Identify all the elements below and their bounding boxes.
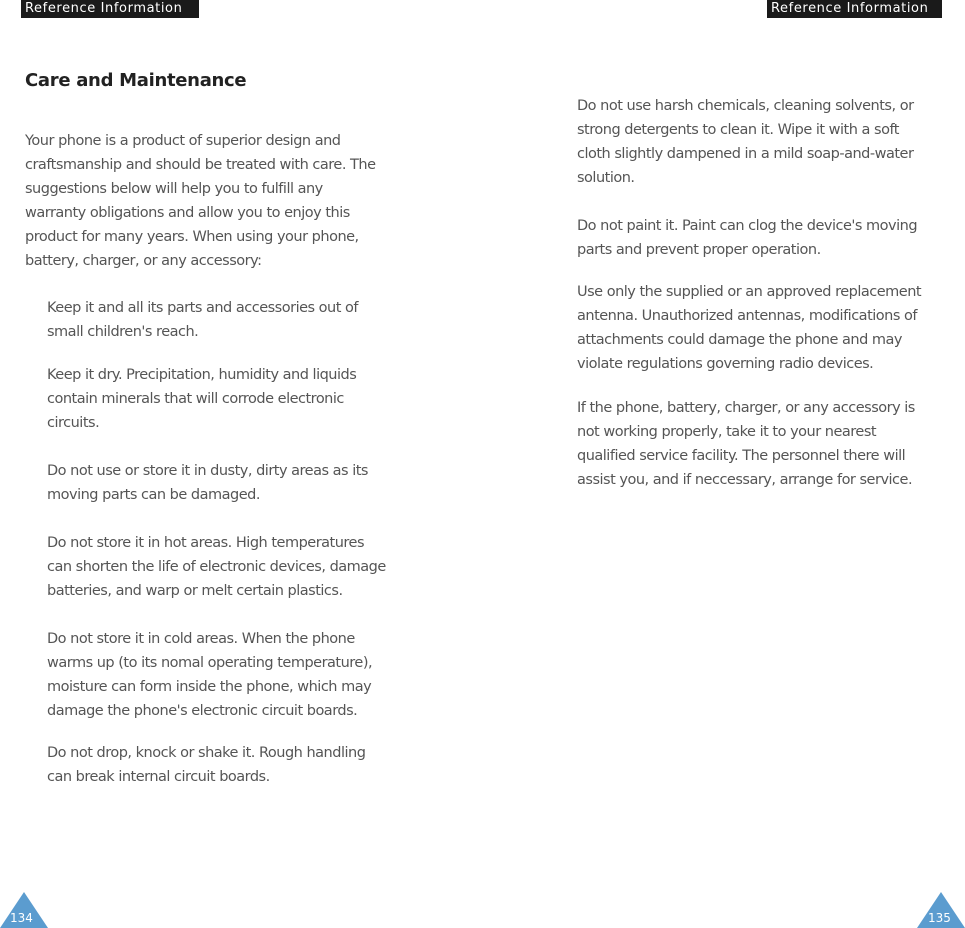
page-number-left [0, 892, 48, 928]
intro-paragraph: Your phone is a product of superior design and craftsmanship and should be treated with care. The suggestions below will help you to fulfill any warranty obligations and allow you to enjoy this product for many years. When using your phone, battery, charger, or any accessory: [25, 133, 376, 269]
care-item-cold: Do not store it in cold areas. When the phone warms up (to its nomal operating temperature), moisture can form inside the phone, which may damage the phone's electronic circuit boards. [47, 631, 373, 719]
section-tab-left: Reference Information [21, 0, 199, 18]
section-tab-right: Reference Information [767, 0, 942, 18]
care-item-drop: Do not drop, knock or shake it. Rough handling can break internal circuit boards. [47, 745, 366, 785]
care-item-heat: Do not store it in hot areas. High temperatures can shorten the life of electronic devices, damage batteries, and warp or melt certain plastics. [47, 535, 386, 599]
page-title: Care and Maintenance [25, 70, 247, 91]
care-item-dry: Keep it dry. Precipitation, humidity and liquids contain minerals that will corrode electronic circuits. [47, 367, 357, 431]
care-item-service: If the phone, battery, charger, or any accessory is not working properly, take it to your nearest qualified service facility. The personnel there will assist you, and if neccessary, arrange for service. [577, 400, 915, 488]
care-item-chemicals: Do not use harsh chemicals, cleaning solvents, or strong detergents to clean it. Wipe it with a soft cloth slightly dampened in a mild soap-and-water solution. [577, 98, 914, 186]
page-number-right-label: 135 [928, 911, 951, 925]
care-item-children: Keep it and all its parts and accessories out of small children's reach. [47, 300, 359, 340]
care-item-paint: Do not paint it. Paint can clog the device's moving parts and prevent proper operation. [577, 218, 918, 258]
care-item-dust: Do not use or store it in dusty, dirty areas as its moving parts can be damaged. [47, 463, 368, 503]
care-item-antenna: Use only the supplied or an approved replacement antenna. Unauthorized antennas, modifications of attachments could damage the phone and may violate regulations governing radio devices. [577, 284, 922, 372]
page-number-right [917, 892, 965, 928]
page-number-left-label: 134 [10, 911, 33, 925]
